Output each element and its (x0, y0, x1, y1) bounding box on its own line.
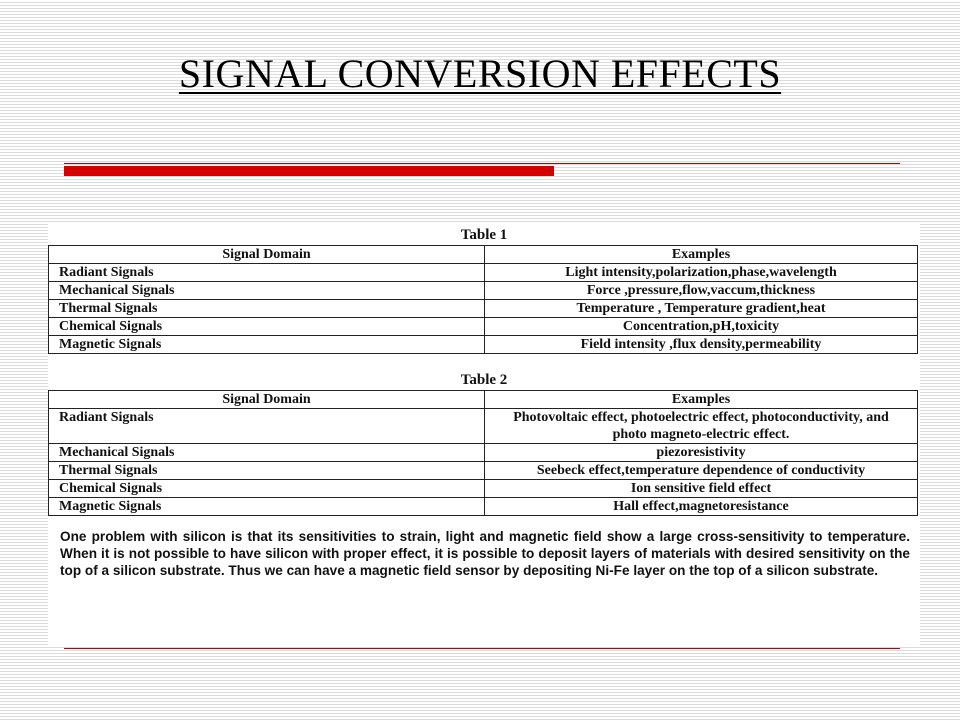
table-row (49, 462, 918, 480)
table-row (49, 282, 918, 300)
table-row (49, 480, 918, 498)
cell-examples: Temperature , Temperature gradient,heat (485, 300, 918, 318)
table-row (49, 318, 918, 336)
cell-domain: Radiant Signals (49, 264, 485, 282)
table-row (49, 409, 918, 444)
table-row (49, 336, 918, 354)
cell-examples: piezoresistivity (485, 444, 918, 462)
table-1-caption: Table 1 (460, 227, 508, 243)
cell-examples: Photovoltaic effect, photoelectric effect, photoconductivity, and photo magneto-electric effect. (485, 409, 918, 444)
cell-examples: Ion sensitive field effect (485, 480, 918, 498)
column-header-signal-domain: Signal Domain (49, 246, 485, 264)
accent-rule-bottom (64, 648, 900, 649)
table-row (49, 498, 918, 516)
table-2 (48, 390, 918, 516)
cell-domain: Mechanical Signals (49, 282, 485, 300)
column-header-examples: Examples (485, 246, 918, 264)
accent-rule-thin (64, 163, 900, 164)
cell-examples: Force ,pressure,flow,vaccum,thickness (485, 282, 918, 300)
accent-rule-thick (64, 166, 554, 176)
cell-domain: Thermal Signals (49, 300, 485, 318)
cell-examples: Field intensity ,flux density,permeability (485, 336, 918, 354)
table-header-row (49, 391, 918, 409)
cell-examples: Hall effect,magnetoresistance (485, 498, 918, 516)
cell-domain: Mechanical Signals (49, 444, 485, 462)
table-header-row (49, 246, 918, 264)
cell-examples: Seebeck effect,temperature dependence of conductivity (485, 462, 918, 480)
table-row (49, 264, 918, 282)
table-1 (48, 245, 918, 354)
cell-domain: Magnetic Signals (49, 498, 485, 516)
embedded-table-image (48, 222, 920, 647)
cell-domain: Thermal Signals (49, 462, 485, 480)
column-header-signal-domain: Signal Domain (49, 391, 485, 409)
table-row (49, 444, 918, 462)
cell-examples: Light intensity,polarization,phase,wavelength (485, 264, 918, 282)
cell-domain: Chemical Signals (49, 318, 485, 336)
cell-domain: Chemical Signals (49, 480, 485, 498)
slide-title: SIGNAL CONVERSION EFFECTS (178, 51, 782, 96)
note-paragraph: One problem with silicon is that its sensitivities to strain, light and magnetic field show a large cross-sensitivity to temperature. When it is not possible to have silicon with proper effect, it is possible to deposit layers of materials with desired sensitivity on the top of a silicon substrate. Thus we can have a magnetic field sensor by depositing Ni-Fe layer on the top of a silicon substrate. (60, 529, 910, 578)
cell-domain: Radiant Signals (49, 409, 485, 444)
cell-examples: Concentration,pH,toxicity (485, 318, 918, 336)
table-row (49, 300, 918, 318)
table-2-caption: Table 2 (460, 372, 508, 388)
cell-domain: Magnetic Signals (49, 336, 485, 354)
column-header-examples: Examples (485, 391, 918, 409)
